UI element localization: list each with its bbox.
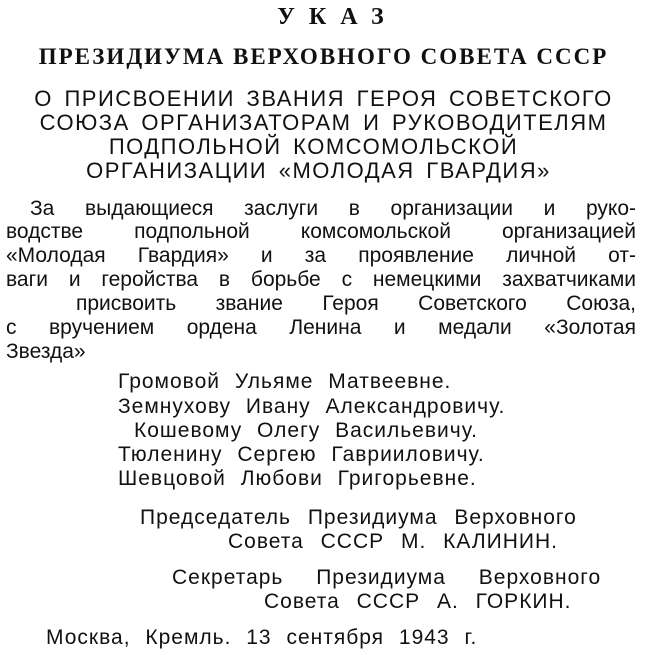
secretary-title: Секретарь Президиума Верховного — [172, 566, 602, 589]
subtitle-line-4: ОРГАНИЗАЦИИ «МОЛОДАЯ ГВАРДИЯ» — [86, 158, 551, 183]
subtitle-line-2: СОЮЗА ОРГАНИЗАТОРАМ И РУКОВОДИТЕЛЯМ — [39, 110, 608, 135]
body-line-4: ваги и геройства в борьбе с немецкими захватчиками — [6, 268, 636, 291]
recipient-3: Кошевому Олегу Васильевичу. — [134, 419, 478, 442]
decree-issuer: ПРЕЗИДИУМА ВЕРХОВНОГО СОВЕТА СССР — [38, 44, 609, 69]
subtitle-line-1: О ПРИСВОЕНИИ ЗВАНИЯ ГЕРОЯ СОВЕТСКОГО — [34, 86, 613, 111]
body-line-2: водстве подпольной комсомольской организацией — [6, 220, 636, 243]
place-date: Москва, Кремль. 13 сентября 1943 г. — [46, 626, 478, 649]
recipient-5: Шевцовой Любови Григорьевне. — [118, 467, 477, 490]
body-line-6: с вручением ордена Ленина и медали «Золотая — [6, 316, 636, 339]
decree-title: УКАЗ — [277, 4, 398, 30]
recipient-4: Тюленину Сергею Гаврииловичу. — [118, 443, 485, 466]
body-line-1: За выдающиеся заслуги в организации и руко- — [30, 197, 636, 220]
subtitle-line-3: ПОДПОЛЬНОЙ КОМСОМОЛЬСКОЙ — [108, 134, 519, 159]
body-line-5: присвоить звание Героя Советского Союза, — [76, 292, 636, 315]
chairman-name: Совета СССР М. КАЛИНИН. — [228, 530, 558, 553]
secretary-name: Совета СССР А. ГОРКИН. — [264, 590, 572, 613]
recipient-2: Земнухову Ивану Александровичу. — [118, 395, 506, 418]
body-line-7: Звезда» — [6, 340, 86, 363]
body-line-3: «Молодая Гвардия» и за проявление личной от- — [6, 244, 636, 267]
recipient-1: Громовой Ульяме Матвеевне. — [118, 370, 452, 393]
chairman-title: Председатель Президиума Верховного — [140, 506, 577, 529]
